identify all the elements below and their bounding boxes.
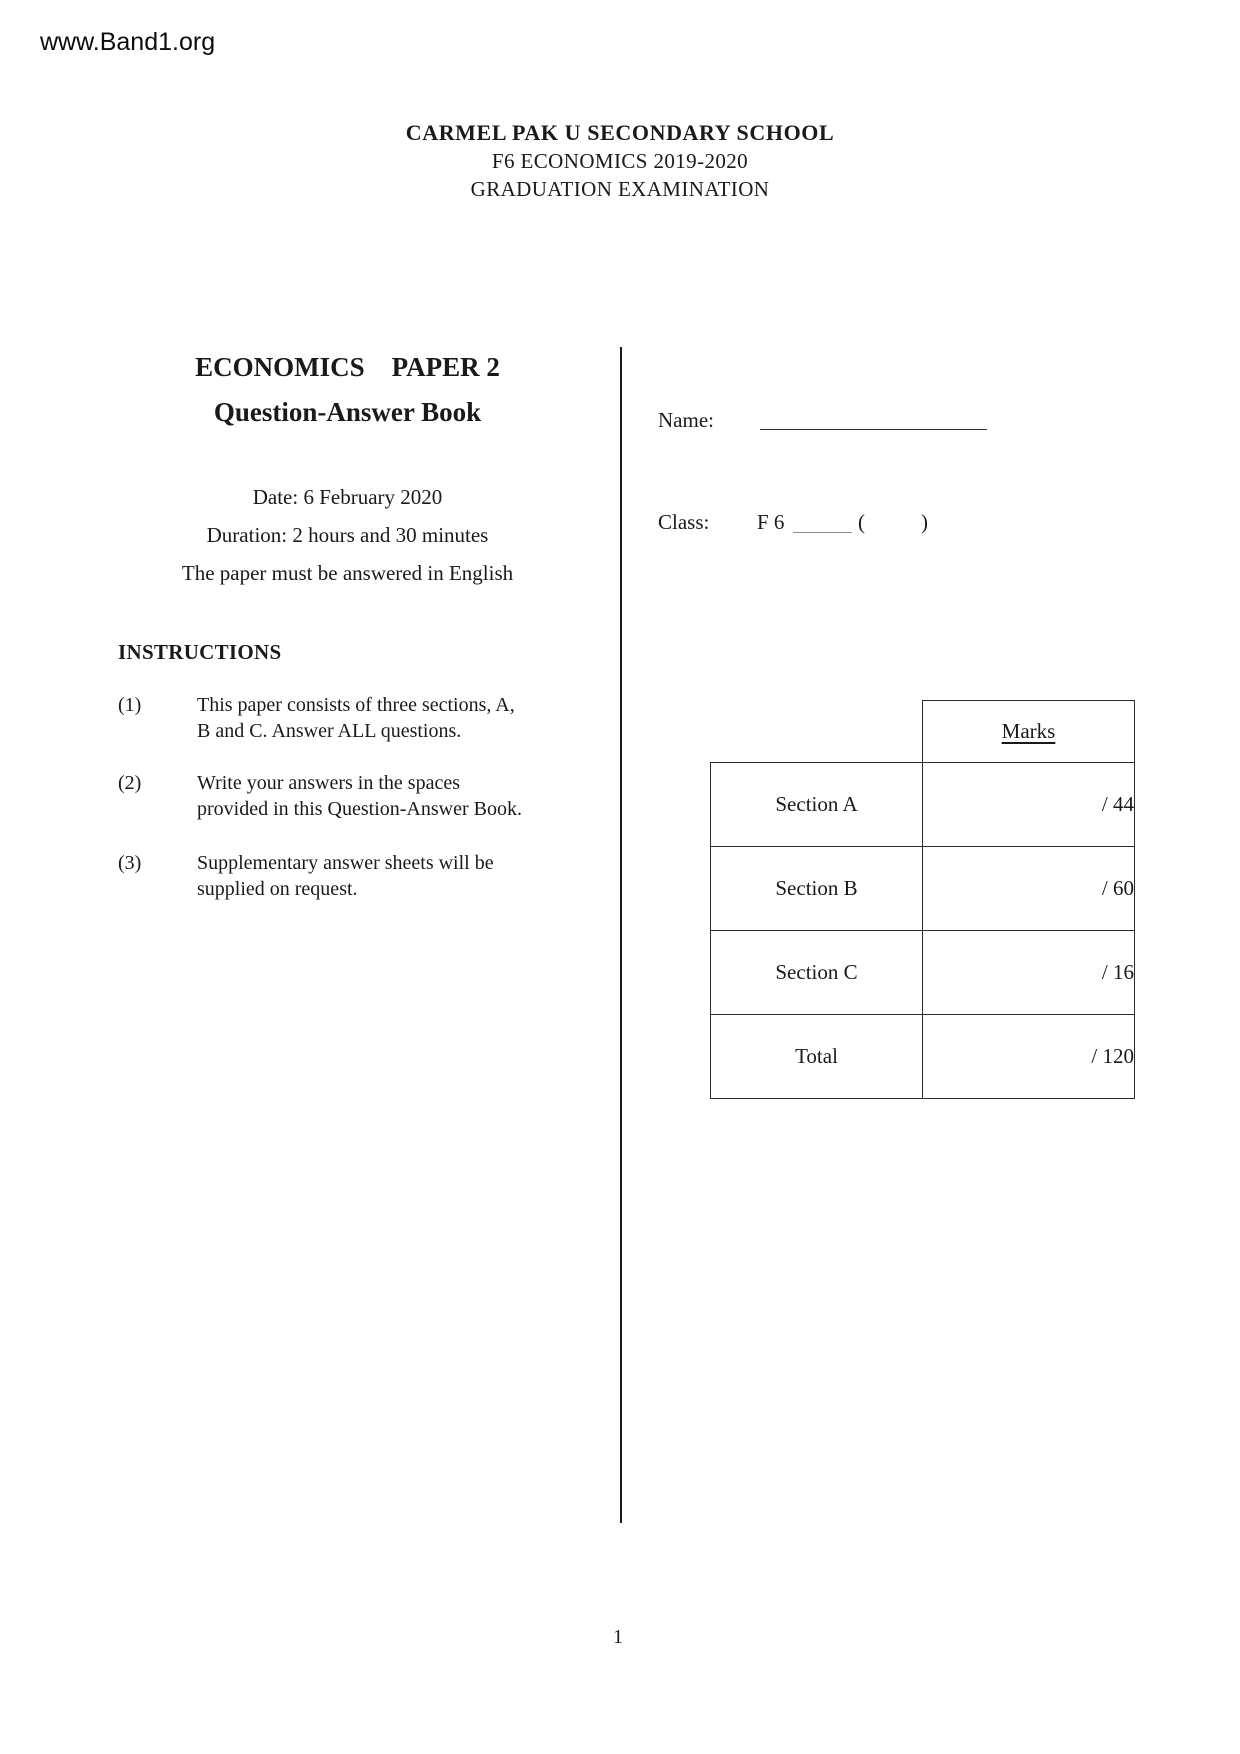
instruction-text: [197, 770, 580, 822]
class-paren-close: ): [921, 510, 928, 534]
instruction-text: [197, 850, 580, 902]
school-header: [0, 119, 1240, 203]
section-b-label: Section B: [711, 847, 923, 931]
instruction-text-line: provided in this Question-Answer Book.: [197, 798, 522, 820]
exam-title: GRADUATION EXAMINATION: [470, 177, 770, 201]
table-row: [711, 931, 1135, 1015]
table-row: [711, 1015, 1135, 1099]
paper-title: [105, 345, 590, 435]
section-b-marks: / 60: [923, 847, 1135, 931]
name-label: Name:: [658, 408, 714, 432]
paper-title-line1: ECONOMICS PAPER 2: [195, 352, 500, 382]
marks-table: [710, 700, 1135, 1099]
instruction-number: (2): [118, 772, 142, 794]
class-paren-open: (: [858, 510, 865, 534]
section-a-label: Section A: [711, 763, 923, 847]
marks-empty-cell: [711, 701, 923, 763]
class-blank-line: [793, 532, 852, 533]
paper-title-line2: Question-Answer Book: [213, 397, 482, 427]
page-number: 1: [613, 1626, 623, 1648]
language-note: The paper must be answered in English: [181, 561, 514, 585]
section-c-label: Section C: [711, 931, 923, 1015]
class-label: Class:: [658, 510, 710, 534]
table-row: [711, 847, 1135, 931]
marks-header-label: Marks: [1001, 719, 1056, 743]
marks-header-row: [711, 701, 1135, 763]
course-title: F6 ECONOMICS 2019-2020: [491, 149, 749, 173]
vertical-divider: [620, 347, 622, 1523]
site-url: www.Band1.org: [40, 28, 216, 56]
instruction-text-line: supplied on request.: [197, 878, 358, 900]
instruction-item-2: [118, 770, 580, 822]
name-blank-line: [760, 429, 987, 430]
instruction-text: [197, 692, 580, 744]
marks-header-cell: [923, 701, 1135, 763]
instruction-text-line: B and C. Answer ALL questions.: [197, 720, 462, 742]
total-label: Total: [711, 1015, 923, 1099]
section-c-marks: / 16: [923, 931, 1135, 1015]
instructions-heading: INSTRUCTIONS: [118, 640, 282, 664]
exam-date: Date: 6 February 2020: [252, 485, 443, 509]
instruction-number: (3): [118, 852, 142, 874]
instruction-item-1: [118, 692, 580, 744]
instruction-number: (1): [118, 694, 142, 716]
instruction-item-3: [118, 850, 580, 902]
exam-duration: Duration: 2 hours and 30 minutes: [206, 523, 489, 547]
school-name: CARMEL PAK U SECONDARY SCHOOL: [405, 120, 835, 145]
total-marks: / 120: [923, 1015, 1135, 1099]
section-a-marks: / 44: [923, 763, 1135, 847]
paper-info: [105, 478, 590, 592]
instruction-text-line: This paper consists of three sections, A,: [197, 694, 515, 716]
class-prefix: F 6: [757, 510, 785, 534]
table-row: [711, 763, 1135, 847]
instruction-text-line: Write your answers in the spaces: [197, 772, 460, 794]
instruction-text-line: Supplementary answer sheets will be: [197, 852, 494, 874]
